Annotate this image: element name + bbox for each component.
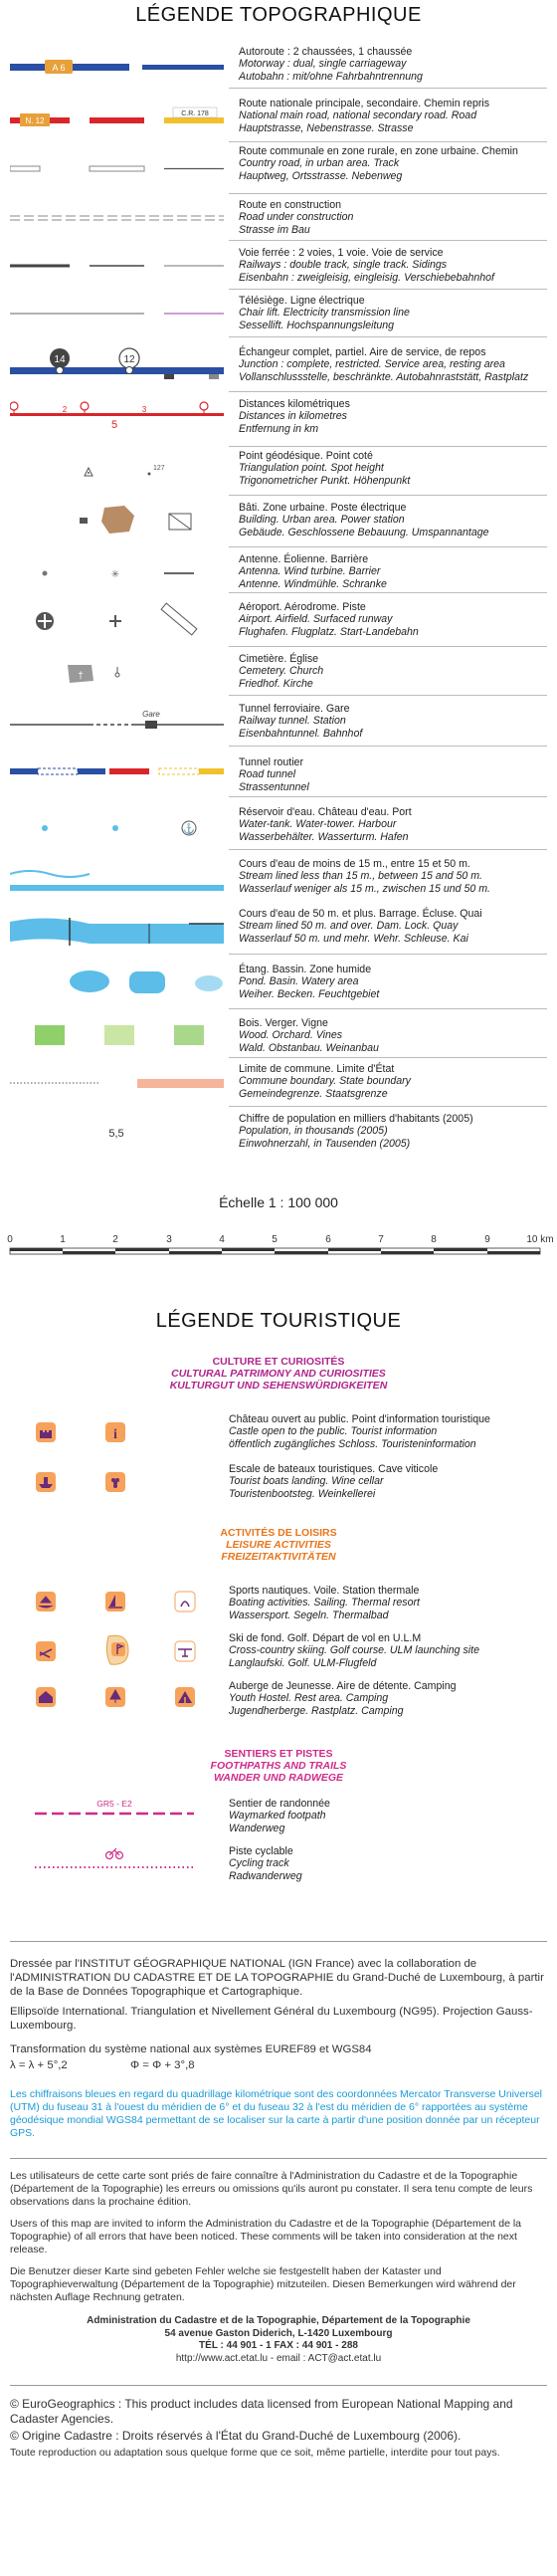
text-fr: Autoroute : 2 chaussées, 1 chaussée [239,46,413,58]
legend-text [239,247,557,284]
footer-users-fr: Les utilisateurs de cette carte sont priés de faire connaître à l'Administration du Cadastre et de la Topographie (Département de la Topographie) les erreurs ou omissions qu'ils auront pu constater. Il sera tenu compte de leurs observations dans la prochaine édition. [10,2170,533,2208]
footer-reproduction-notice: Toute reproduction ou adaptation sous quelque forme que ce soit, même partielle, interdite pour tout pays. [10,2447,500,2459]
footer-ellipsoid: Ellipsoïde International. Triangulation et Nivellement Général du Luxembourg (NG95). Projection Gauss-Luxembourg. [10,2006,533,2032]
thermal-resort-icon [174,1591,196,1612]
road-label: A 6 [52,63,66,73]
text-fr: Route communale en zone rurale, en zone urbaine. Chemin [239,145,518,157]
legend-row-road-construction [10,197,547,239]
tour-section-culture-heading [0,1356,557,1392]
legend-row-pond [10,958,547,1007]
legend-row-motorway [10,36,547,84]
divider [229,1008,547,1009]
legend-row-building [10,498,547,545]
text-en: Distances in kilometres [239,410,347,423]
text-fr: Route nationale principale, secondaire. Chemin repris [239,98,490,109]
road-construction-symbol [10,197,224,239]
legend-row-railway-tunnel [10,699,547,743]
legend-text [239,756,557,793]
trail-label: GR5 - E2 [96,1799,132,1809]
scale-tick-label: 7 [378,1234,384,1245]
divider [229,695,547,696]
text-en: Cycling track [229,1857,289,1870]
footer-transformation: Transformation du système national aux systèmes EUREF89 et WGS84 [10,2043,372,2055]
text-en: Wood. Orchard. Vines [239,1029,343,1042]
water-tank-symbol [10,802,224,846]
national-road-symbol [10,94,224,141]
text-en: Boating activities. Sailing. Thermal resort [229,1597,420,1610]
divider [229,646,547,647]
scale-tick-label: 6 [325,1234,331,1245]
divider [10,2158,547,2159]
distance-label: 5 [110,419,118,431]
railway-tunnel-symbol [10,699,224,743]
text-de: Autobahn : mit/ohne Fahrbahntrennung [239,70,423,83]
rest-area-icon [104,1686,126,1708]
junction-symbol [10,340,224,390]
text-fr: Château ouvert au public. Point d'information touristique [229,1413,490,1425]
text-fr: Bois. Verger. Vigne [239,1017,328,1029]
divider [10,1941,547,1942]
divider [229,796,547,797]
chairlift-symbol [10,293,224,334]
legend-text [239,908,557,945]
legend-text [239,964,557,1000]
junction-number: 14 [54,354,66,365]
text-en: Building. Urban area. Power station [239,514,405,527]
divider [229,1106,547,1107]
scale-tick-label: 2 [112,1234,118,1245]
text-de: Strassentunnel [239,780,309,793]
footpath-symbol [35,1798,194,1822]
text-en: Castle open to the public. Tourist information [229,1425,438,1438]
svg-text:⚓: ⚓ [182,824,196,835]
scale-tick-label: 1 [60,1234,66,1245]
text-fr: Tunnel ferroviaire. Gare [239,703,350,715]
legend-text [239,199,557,236]
heading-en: LEISURE ACTIVITIES [226,1539,331,1551]
text-de: Wald. Obstanbau. Weinanbau [239,1041,379,1054]
divider [229,546,547,547]
legend-row-stream-large [10,904,547,952]
footer-copyright-eurogeographics: © EuroGeographics : This product includes data licensed from European National Mapping and Cadaster Agencies. [10,2397,513,2426]
legend-text [239,553,557,590]
text-en: Population, in thousands (2005) [239,1125,388,1138]
text-fr: Cours d'eau de 50 m. et plus. Barrage. Écluse. Quai [239,908,482,920]
text-fr: Ski de fond. Golf. Départ de vol en U.L.M [229,1632,422,1644]
tour-row [229,1632,547,1669]
text-de: Sessellift. Hochspannungsleitung [239,319,395,331]
text-en: Junction : complete, restricted. Service area, resting area [239,358,505,371]
road-tunnel-symbol [10,749,224,792]
footer-users-de: Die Benutzer dieser Karte sind gebeten Fehler welche sie festgestellt haben der Kataster und Topographieverwaltung (Département de la Topographie) mitzuteilen. Diesen Bemerkungen wird während der nächsten Auflage Rechnung getraten. [10,2265,516,2303]
scale-tick-label: 9 [484,1234,490,1245]
text-de: Trigonometricher Punkt. Höhenpunkt [239,474,411,487]
text-de: Eisenbahntunnel. Bahnhof [239,727,363,740]
text-de: Radwanderweg [229,1869,302,1882]
text-en: Country road, in urban area. Track [239,157,400,170]
castle-icon [35,1421,57,1443]
text-de: Wasserbehälter. Wasserturm. Hafen [239,830,409,843]
text-fr: Sentier de randonnée [229,1798,330,1810]
legend-row-road-tunnel [10,749,547,792]
legend-row-water-tank [10,802,547,846]
divider [229,336,547,337]
text-en: Stream lined 50 m. and over. Dam. Lock. Quay [239,920,459,933]
bicycle-icon [106,1848,123,1859]
legend-text [239,450,557,487]
legend-text [239,1113,557,1150]
scale-tick-label: 0 [7,1234,13,1245]
text-de: Touristenbootsteg. Weinkellerei [229,1487,376,1500]
text-en: Motorway : dual, single carriageway [239,58,407,71]
legend-row-distances [10,394,547,444]
text-fr: Auberge de Jeunesse. Aire de détente. Camping [229,1680,457,1692]
text-de: Gebäude. Geschlossene Bebauung. Umspannantage [239,526,489,538]
text-en: Waymarked footpath [229,1810,326,1823]
country-road-symbol [10,145,224,193]
text-fr: Aéroport. Aérodrome. Piste [239,601,366,613]
scale-tick-label: 8 [431,1234,437,1245]
legend-row-triangulation [10,450,547,494]
text-fr: Étang. Bassin. Zone humide [239,964,372,975]
heading-de: KULTURGUT UND SEHENSWÜRDIGKEITEN [169,1380,388,1392]
legend-row-stream-small [10,854,547,902]
text-de: Eisenbahn : zweigleisig, eingleisig. Verschiebebahnhof [239,271,494,284]
tour-row [229,1680,547,1717]
pond-symbol [10,958,224,1007]
divider [229,849,547,850]
scale-title: Échelle 1 : 100 000 [219,1194,338,1210]
distance-label: 3 [141,405,147,414]
tour-row [229,1463,547,1500]
text-fr: Point géodésique. Point coté [239,450,373,462]
building-symbol [10,498,224,545]
text-fr: Limite de commune. Limite d'État [239,1063,395,1075]
spot-height-label: 127 [153,465,165,472]
scale-tick-label: 3 [166,1234,172,1245]
heading-fr: SENTIERS ET PISTES [224,1748,333,1760]
scale-tick-label: 4 [219,1234,225,1245]
legend-text [239,398,557,435]
text-fr: Tunnel routier [239,756,303,768]
tour-legend-title: LÉGENDE TOURISTIQUE [155,1310,402,1332]
text-fr: Cimetière. Église [239,653,319,665]
text-en: Airport. Airfield. Surfaced runway [239,613,393,626]
legend-text [239,806,557,843]
wine-cellar-icon [104,1471,126,1493]
legend-text [239,858,557,895]
text-fr: Distances kilométriques [239,398,350,410]
text-de: Vollanschlussstelle, beschränkte. Autobahnraststätt, Rastplatz [239,370,529,383]
legend-text [239,502,557,538]
text-de: Antenne. Windmühle. Schranke [239,577,387,590]
footer-credit: Dressée par l'INSTITUT GÉOGRAPHIQUE NATIONAL (IGN France) avec la collaboration de l'ADMINISTRATION DU CADASTRE ET DE LA TOPOGRAPHIE du Grand-Duché de Luxembourg, à partir de la Base de Données Topographique et Cartographique. [10,1958,544,1998]
footer-transformation-formula: λ = λ + 5°,2 Φ = Φ + 3°,8 [10,2059,195,2071]
text-de: Friedhof. Kirche [239,677,313,690]
legend-row-population [10,1109,547,1157]
tour-row [229,1585,547,1621]
text-en: Railways : double track, single track. Sidings [239,259,448,272]
legend-text [239,1017,557,1054]
heading-fr: ACTIVITÉS DE LOISIRS [220,1527,337,1539]
cycle-track-symbol [35,1845,194,1875]
text-en: National main road, national secondary road. Road [239,109,477,122]
divider [10,2385,547,2386]
legend-text [239,601,557,638]
divider [229,1057,547,1058]
divider [229,289,547,290]
divider [229,391,547,392]
text-de: Wasserlauf 50 m. und mehr. Wehr. Schleuse. Kai [239,932,468,945]
legend-text [239,98,557,134]
text-en: Pond. Basin. Watery area [239,975,359,988]
railway-symbol [10,245,224,287]
legend-text [239,653,557,690]
legend-row-railways [10,245,547,287]
legend-row-wood [10,1011,547,1055]
junction-number: 12 [123,354,135,365]
divider [229,592,547,593]
scale-tick-label: 10 km [526,1234,554,1245]
text-de: Wasserlauf weniger als 15 m., zwischen 15 und 50 m. [239,882,490,895]
divider [229,88,547,89]
text-de: Einwohnerzahl, in Tausenden (2005) [239,1137,411,1150]
tour-section-trails-heading [0,1748,557,1784]
tour-row [229,1845,547,1882]
divider [229,954,547,955]
text-en: Chair lift. Electricity transmission line [239,307,410,320]
triangulation-symbol [10,450,224,494]
text-de: Wanderweg [229,1822,285,1834]
legend-text [239,295,557,331]
divider [229,446,547,447]
scale-tick-label: 5 [272,1234,278,1245]
heading-fr: CULTURE ET CURIOSITÉS [212,1356,345,1368]
text-fr: Cours d'eau de moins de 15 m., entre 15 et 50 m. [239,858,470,870]
address-line: 54 avenue Gaston Diderich, L-1420 Luxembourg [164,2327,393,2339]
road-label: C.R. 178 [181,110,209,117]
station-label: Gare [142,710,160,719]
ulm-launch-icon [174,1640,196,1662]
distance-label: 2 [62,405,68,414]
divider [229,193,547,194]
legend-text [239,346,557,383]
text-de: Strasse im Bau [239,223,310,236]
wood-symbol [10,1011,224,1055]
cemetery-symbol [10,649,224,693]
legend-row-boundary [10,1061,547,1105]
legend-row-national-road [10,94,547,141]
sailing-icon [104,1591,126,1612]
text-en: Triangulation point. Spot height [239,462,384,475]
motorway-symbol [10,36,224,84]
text-fr: Escale de bateaux touristiques. Cave viticole [229,1463,439,1475]
heading-en: FOOTHPATHS AND TRAILS [210,1760,347,1772]
text-fr: Réservoir d'eau. Château d'eau. Port [239,806,412,818]
boundary-symbol [10,1061,224,1105]
text-de: Hauptweg, Ortsstrasse. Nebenweg [239,169,403,182]
text-en: Antenna. Wind turbine. Barrier [239,565,381,578]
text-en: Commune boundary. State boundary [239,1075,411,1088]
legend-row-chairlift [10,293,547,334]
legend-text [239,1063,557,1100]
text-en: Youth Hostel. Rest area. Camping [229,1692,389,1705]
population-label: 5,5 [108,1128,124,1140]
svg-text:✳: ✳ [110,569,120,580]
tour-section-leisure-heading [0,1527,557,1563]
heading-de: FREIZEITAKTIVITÄTEN [221,1551,336,1563]
text-de: Wassersport. Segeln. Thermalbad [229,1609,389,1621]
text-fr: Antenne. Éolienne. Barrière [239,553,369,565]
address-line: Administration du Cadastre et de la Topographie, Département de la Topographie [87,2315,470,2326]
text-de: Hauptstrasse, Nebenstrasse. Strasse [239,121,414,134]
information-icon [104,1421,126,1443]
road-label: N. 12 [25,116,45,125]
legend-row-antenna [10,549,547,591]
svg-text:i: i [113,1427,117,1442]
camping-icon [174,1686,196,1708]
text-de: Entfernung in km [239,422,319,435]
text-en: Tourist boats landing. Wine cellar [229,1475,384,1488]
antenna-symbol [10,549,224,591]
divider [229,746,547,747]
cross-country-ski-icon [35,1640,57,1662]
footer-users-en: Users of this map are invited to inform the Administration du Cadastre et de la Topographie (Département de la Topographie) of all errors that have been noticed. These comments will be taken into consideration at the next release. [10,2218,521,2255]
golf-icon [104,1632,132,1668]
text-en: Water-tank. Water-tower. Harbour [239,818,397,831]
footer-address [10,2315,547,2365]
text-fr: Échangeur complet, partiel. Aire de service, de repos [239,346,486,358]
heading-en: CULTURAL PATRIMONY AND CURIOSITIES [171,1368,386,1380]
text-de: Weiher. Becken. Feuchtgebiet [239,987,380,1000]
stream-large-symbol [10,904,224,952]
text-fr: Voie ferrée : 2 voies, 1 voie. Voie de service [239,247,444,259]
text-fr: Télésiège. Ligne électrique [239,295,365,307]
legend-row-country-road [10,145,547,193]
tourist-boat-icon [35,1471,57,1493]
address-line: TÉL : 44 901 - 1 FAX : 44 901 - 288 [199,2340,358,2351]
legend-row-cemetery [10,649,547,693]
text-en: Cemetery. Church [239,665,324,678]
divider [229,141,547,142]
legend-text [239,46,557,83]
text-en: Road tunnel [239,768,296,781]
text-de: Jugendherberge. Rastplatz. Camping [229,1704,404,1717]
heading-de: WANDER UND RADWEGE [213,1772,344,1784]
text-de: Flughafen. Flugplatz. Start-Landebahn [239,625,419,638]
distance-symbol [10,394,224,444]
divider [229,495,547,496]
legend-text [239,145,557,182]
youth-hostel-icon [35,1686,57,1708]
text-fr: Chiffre de population en milliers d'habitants (2005) [239,1113,473,1125]
text-fr: Route en construction [239,199,342,211]
scale-bar [0,1230,557,1270]
text-de: öffentlich zugängliches Schloss. Touristeninformation [229,1437,476,1450]
text-fr: Piste cyclable [229,1845,293,1857]
text-de: Gemeindegrenze. Staatsgrenze [239,1087,388,1100]
text-fr: Sports nautiques. Voile. Station thermale [229,1585,420,1597]
legend-row-junction [10,340,547,390]
legend-text [239,703,557,740]
address-line: http://www.act.etat.lu - email : ACT@act.etat.lu [175,2352,382,2364]
text-en: Cross-country skiing. Golf course. ULM launching site [229,1644,479,1657]
footer-utm-note: Les chiffraisons bleues en regard du quadrillage kilométrique sont des coordonnées Mercator Transverse Universel (UTM) du fuseau 31 à l'ouest du méridien de 6° et du fuseau 32 à l'est du méridien de 6° rapportées au système géodésique mondial WGS84 permettant de se localiser sur la carte à partir d'une position donnée par un récepteur GPS. [10,2088,543,2139]
footer-copyright-cadastre: © Origine Cadastre : Droits réservés à l'État du Grand-Duché de Luxembourg (2006). [10,2429,462,2443]
tour-row [229,1413,547,1450]
text-en: Stream lined less than 15 m., between 15 and 50 m. [239,870,482,883]
airport-symbol [10,595,224,645]
legend-row-airport [10,595,547,645]
text-en: Railway tunnel. Station [239,715,346,728]
boating-icon [35,1591,57,1612]
stream-symbol [10,854,224,902]
population-symbol [10,1109,224,1157]
divider [229,240,547,241]
text-fr: Bâti. Zone urbaine. Poste électrique [239,502,407,514]
text-en: Road under construction [239,211,354,224]
text-de: Langlaufski. Golf. ULM-Flugfeld [229,1656,377,1669]
tour-row [229,1798,547,1834]
svg-text:†: † [78,671,84,682]
topo-legend-title: LÉGENDE TOPOGRAPHIQUE [135,4,422,26]
